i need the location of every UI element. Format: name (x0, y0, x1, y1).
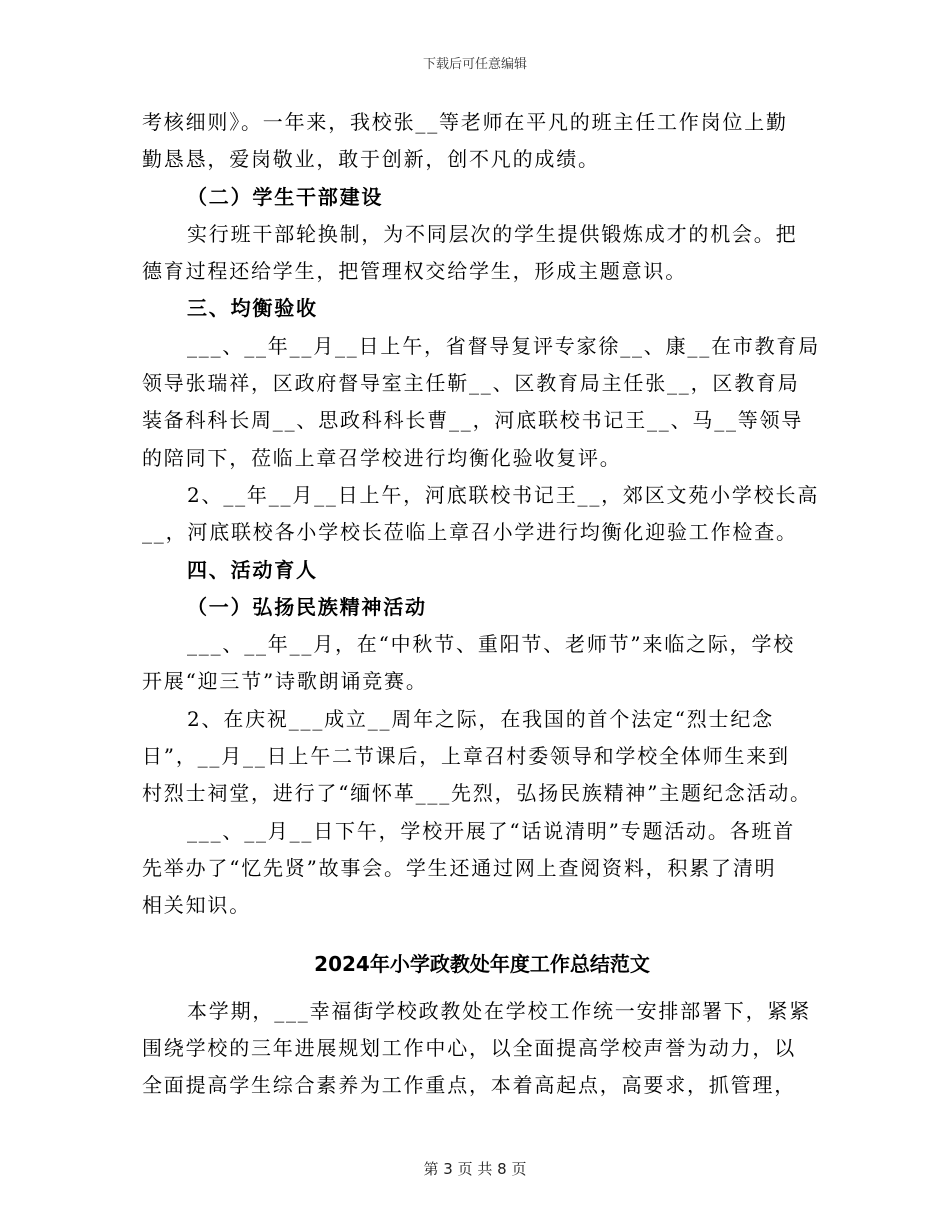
text-line: 德育过程还给学生，把管理权交给学生，形成主题意识。 (142, 259, 687, 284)
text-line: 村烈士祠堂，进行了“缅怀革___先烈，弘扬民族精神”主题纪念活动。 (142, 781, 812, 806)
text-line: 2、__年__月__日上午，河底联校书记王__，郊区文苑小学校长高 (187, 482, 820, 507)
text-line: 全面提高学生综合素养为工作重点，本着高起点，高要求，抓管理， (142, 1073, 796, 1098)
text-line: 本学期，___幸福街学校政教处在学校工作统一安排部署下，紧紧 (187, 998, 811, 1023)
text-line: 围绕学校的三年进展规划工作中心，以全面提高学校声誉为动力，以 (142, 1035, 796, 1060)
page-footer: 第 3 页 共 8 页 (423, 1160, 527, 1178)
text-line: 的陪同下，莅临上章召学校进行均衡化验收复评。 (142, 445, 622, 470)
section-heading: 三、均衡验收 (187, 296, 318, 321)
text-line: 日”，__月__日上午二节课后，上章召村委领导和学校全体师生来到 (142, 744, 790, 769)
body-text (142, 104, 822, 925)
text-line: ___、__年__月，在“中秋节、重阳节、老师节”来临之际，学校 (187, 632, 796, 657)
text-line: ___、__月__日下午，学校开展了“话说清明”专题活动。各班首 (187, 818, 796, 843)
text-line: 勤恳恳，爱岗敬业，敢于创新，创不凡的成绩。 (142, 147, 600, 172)
section-heading: （二）学生干部建设 (187, 184, 384, 209)
text-line: 实行班干部轮换制，为不同层次的学生提供锻炼成才的机会。把 (187, 221, 798, 246)
section-text (142, 993, 822, 1105)
page-content (142, 104, 822, 1104)
text-line: 装备科科长周__、思政科科长曹__，河底联校书记王__、马__等领导 (142, 408, 804, 433)
section-heading: 四、活动育人 (187, 557, 318, 582)
text-line: 领导张瑞祥，区政府督导室主任靳__、区教育局主任张__，区教育局 (142, 371, 800, 396)
text-line: 先举办了“忆先贤”故事会。学生还通过网上查阅资料，积累了清明 (142, 855, 777, 880)
text-line: __，河底联校各小学校长莅临上章召小学进行均衡化迎验工作检查。 (142, 520, 798, 545)
section-title: 2024年小学政教处年度工作总结范文 (314, 951, 650, 976)
page-header: 下载后可任意编辑 (422, 57, 527, 72)
text-line: 相关知识。 (142, 893, 251, 918)
section-heading: （一）弘扬民族精神活动 (187, 594, 427, 619)
text-line: 开展“迎三节”诗歌朗诵竞赛。 (142, 669, 428, 694)
text-line: ___、__年__月__日上午，省督导复评专家徐__、康__在市教育局 (187, 333, 820, 358)
text-line: 考核细则》。一年来，我校张__等老师在平凡的班主任工作岗位上勤 (142, 110, 788, 134)
text-line: 2、在庆祝___成立__周年之际，在我国的首个法定“烈士纪念 (187, 706, 774, 731)
